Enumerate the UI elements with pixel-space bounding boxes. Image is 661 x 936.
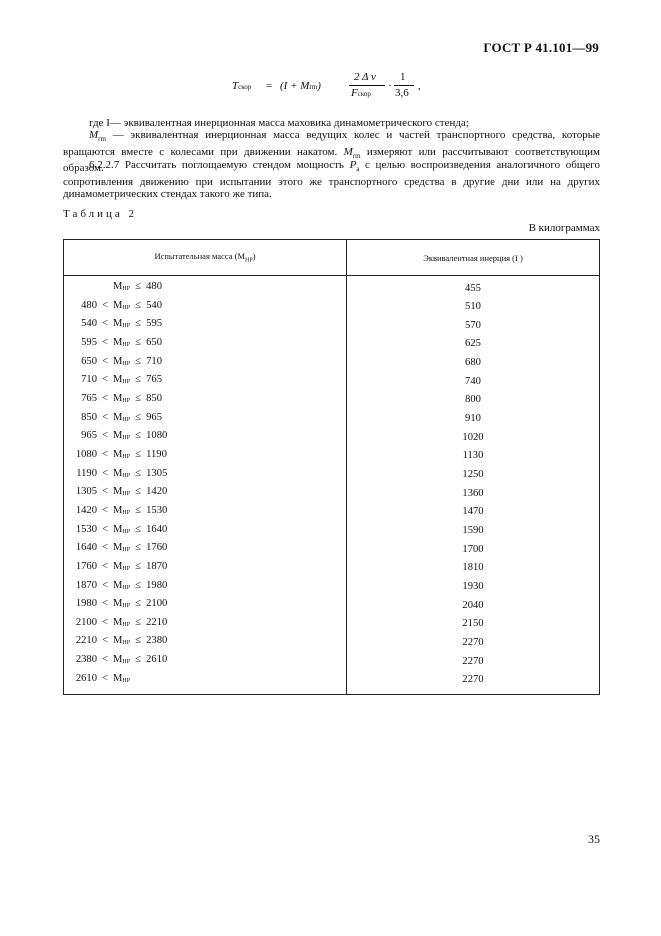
inertia-cell: 570 (465, 319, 481, 331)
formula-comma: , (418, 80, 421, 92)
range-upper-operator: ≤ (135, 318, 141, 330)
mass-variable: $М_{HP}$ (113, 523, 131, 535)
range-lower: 1080 (75, 448, 97, 460)
range-upper: 1760 (146, 542, 168, 554)
inertia-cell: 1930 (462, 581, 484, 592)
table-row (64, 633, 600, 652)
table-row (64, 354, 600, 373)
mass-variable: $М_{HP}$ (113, 504, 131, 516)
inertia-cell: 2270 (462, 674, 484, 686)
range-upper-operator: ≤ (135, 355, 141, 367)
range-upper-operator: ≤ (135, 486, 141, 498)
range-upper: 2210 (146, 616, 168, 628)
range-upper-operator: ≤ (135, 598, 141, 610)
range-upper-operator: ≤ (135, 448, 141, 460)
inertia-cell: 2150 (462, 618, 484, 630)
mass-range-cell (64, 428, 347, 447)
table-row (64, 298, 600, 317)
inertia-table (63, 239, 600, 695)
range-upper-operator: ≤ (135, 411, 141, 423)
mass-range-cell (64, 578, 347, 597)
range-upper: 2380 (146, 635, 168, 647)
range-lower-operator: < (102, 542, 108, 554)
range-lower-operator: < (102, 392, 108, 404)
range-upper: 2610 (146, 654, 168, 666)
mass-range-cell (64, 615, 347, 634)
table-row (64, 578, 600, 597)
range-lower: 1760 (75, 560, 97, 572)
table-row (64, 484, 600, 503)
mass-variable: $М_{HP}$ (113, 560, 131, 572)
table-row (64, 615, 600, 634)
definition-i: где I— эквивалентная инерционная масса маховика динамометрического стенда; (89, 117, 469, 129)
range-upper: 1305 (146, 467, 168, 479)
table-row (64, 428, 600, 447)
range-upper: 595 (146, 318, 162, 330)
range-upper-operator: ≤ (135, 654, 141, 666)
range-upper-operator: ≤ (135, 560, 141, 572)
range-lower: 2380 (75, 654, 97, 666)
formula-lhs: Tскор (232, 80, 252, 92)
range-lower-operator: < (102, 336, 108, 348)
range-lower-operator: < (102, 299, 108, 311)
table-caption: Таблица 2 (63, 208, 138, 220)
mass-range-cell (64, 633, 347, 652)
mass-variable: $М_{HP}$ (113, 299, 131, 311)
range-lower: 650 (81, 355, 97, 367)
inertia-cell: 740 (465, 375, 481, 387)
inertia-cell: 1250 (462, 469, 484, 481)
clause-6-2-2-7: 6.2.2.7 Рассчитать поглощаемую стендом мощность $P_a$ с целью воспроизведения аналогичного общего сопротивления движению при испытании этого же транспортного средства в другие дни или на других динамометрических стендах такого же типа. (63, 159, 600, 201)
mass-range-cell (64, 276, 347, 298)
range-upper: 1640 (146, 523, 168, 535)
mass-variable: $М_{HP}$ (113, 598, 131, 610)
range-lower: 1980 (75, 598, 97, 610)
range-lower-operator: < (102, 579, 108, 591)
range-upper-operator: ≤ (135, 616, 141, 628)
mass-range-cell (64, 410, 347, 429)
inertia-cell: 1810 (462, 562, 484, 574)
range-lower-operator: < (102, 616, 108, 628)
range-lower-operator: < (102, 635, 108, 647)
inertia-cell: 510 (465, 301, 481, 313)
mass-variable: $М_{HP}$ (113, 635, 131, 647)
range-lower: 595 (81, 336, 97, 348)
mass-range-cell (64, 391, 347, 410)
range-upper: 540 (146, 299, 162, 311)
range-upper-operator: ≤ (135, 281, 141, 292)
range-upper-operator: ≤ (135, 579, 141, 591)
range-lower-operator: < (102, 467, 108, 479)
inertia-cell: 1470 (462, 506, 484, 518)
table-body (64, 276, 600, 695)
range-lower: 1640 (75, 542, 97, 554)
table-row (64, 410, 600, 429)
mass-variable: $М_{HP}$ (113, 281, 131, 292)
range-upper-operator: ≤ (135, 635, 141, 647)
mass-range-cell (64, 372, 347, 391)
range-lower: 965 (81, 430, 97, 442)
range-upper-operator: ≤ (135, 504, 141, 516)
range-lower: 710 (81, 374, 97, 386)
inertia-cell: 1590 (462, 525, 484, 537)
mass-range-cell (64, 298, 347, 317)
range-upper-operator: ≤ (135, 542, 141, 554)
table-row (64, 391, 600, 410)
formula-numerator-2: 1 (400, 71, 406, 83)
range-lower-operator: < (102, 598, 108, 610)
mass-variable: $М_{HP}$ (113, 318, 131, 330)
range-upper: 765 (146, 374, 162, 386)
range-lower-operator: < (102, 355, 108, 367)
fraction-line-2 (394, 85, 414, 86)
table-row (64, 596, 600, 615)
range-lower: 1305 (75, 486, 97, 498)
mass-range-cell (64, 559, 347, 578)
formula-dot: · (388, 80, 392, 92)
table-row (64, 447, 600, 466)
range-upper: 710 (146, 355, 162, 367)
range-upper-operator: ≤ (135, 392, 141, 404)
range-upper: 965 (146, 411, 162, 423)
page-number: 35 (588, 832, 600, 846)
range-lower: 1420 (75, 504, 97, 516)
range-upper: 1980 (146, 579, 168, 591)
mass-range-cell (64, 522, 347, 541)
mass-variable: $М_{HP}$ (113, 448, 131, 460)
range-lower: 1870 (75, 579, 97, 591)
mass-range-cell (64, 540, 347, 559)
range-lower-operator: < (102, 504, 108, 516)
range-upper: 850 (146, 392, 162, 404)
mass-range-cell (64, 466, 347, 485)
range-lower-operator: < (102, 430, 108, 442)
range-upper: 650 (146, 336, 162, 348)
range-lower: 2610 (75, 672, 97, 684)
range-lower: 2210 (75, 635, 97, 647)
mass-variable: $М_{HP}$ (113, 542, 131, 554)
range-lower: 480 (81, 299, 97, 311)
range-upper: 1420 (146, 486, 168, 498)
range-lower-operator: < (102, 448, 108, 460)
range-upper: 1190 (146, 448, 167, 460)
table-row (64, 503, 600, 522)
column-header-inertia: Эквивалентная инерция (I ) (347, 240, 600, 276)
range-lower-operator: < (102, 411, 108, 423)
inertia-cell: 910 (465, 413, 481, 425)
mass-variable: $М_{HP}$ (113, 355, 131, 367)
mass-variable: $М_{HP}$ (113, 579, 131, 591)
range-lower-operator: < (102, 318, 108, 330)
table-units: В килограммах (528, 222, 600, 234)
table-row (64, 559, 600, 578)
mass-range-cell (64, 652, 347, 671)
range-upper-operator: ≤ (135, 374, 141, 386)
inertia-cell: 1360 (462, 487, 484, 499)
mass-range-cell (64, 354, 347, 373)
range-lower: 850 (81, 411, 97, 423)
formula-denominator-1: Fскор (351, 87, 371, 99)
inertia-cell: 1700 (462, 543, 484, 555)
mass-variable: $М_{HP}$ (113, 672, 131, 684)
mass-variable: $М_{HP}$ (113, 654, 131, 666)
mass-range-cell (64, 596, 347, 615)
mass-variable: $М_{HP}$ (113, 616, 131, 628)
range-lower: 765 (81, 392, 97, 404)
table-row (64, 466, 600, 485)
range-lower: 540 (81, 318, 97, 330)
range-lower: 1530 (75, 523, 97, 535)
inertia-cell: 455 (465, 282, 481, 294)
formula (232, 68, 472, 108)
formula-numerator-1: 2 Δ v (354, 71, 376, 83)
range-upper: 480 (146, 281, 162, 292)
mass-variable: $М_{HP}$ (113, 467, 131, 479)
mass-range-cell (64, 671, 347, 695)
mass-range-cell (64, 316, 347, 335)
range-lower: 2100 (75, 616, 97, 628)
inertia-cell: 1130 (462, 450, 484, 462)
range-upper-operator: ≤ (135, 467, 141, 479)
table-row (64, 540, 600, 559)
formula-bracket: (I + Mrm) (280, 80, 321, 92)
range-upper-operator: ≤ (135, 336, 141, 348)
mass-variable: $М_{HP}$ (113, 374, 131, 386)
inertia-cell: 1020 (462, 431, 484, 443)
mass-range-cell (64, 503, 347, 522)
formula-equals: = (266, 80, 273, 92)
range-upper: 2100 (146, 598, 168, 610)
range-lower-operator: < (102, 486, 108, 498)
table-row (64, 652, 600, 671)
range-upper-operator: ≤ (135, 523, 141, 535)
mass-range-cell (64, 447, 347, 466)
mass-variable: $М_{HP}$ (113, 430, 131, 442)
range-lower-operator: < (102, 374, 108, 386)
inertia-cell: 800 (465, 394, 481, 406)
range-lower-operator: < (102, 654, 108, 666)
range-lower-operator: < (102, 560, 108, 572)
inertia-cell: 2040 (462, 599, 484, 611)
inertia-cell: 625 (465, 338, 481, 350)
inertia-cell: 2270 (462, 636, 484, 648)
mass-variable: $М_{HP}$ (113, 486, 131, 498)
range-upper: 1870 (146, 560, 168, 572)
column-header-mass: Испытательная масса $(М_{HP})$ (64, 240, 347, 276)
fraction-line-1 (349, 85, 385, 86)
inertia-cell: 2270 (462, 655, 484, 667)
table-row (64, 671, 600, 695)
formula-denominator-2: 3,6 (395, 87, 409, 99)
range-upper-operator: ≤ (135, 430, 141, 442)
definition-mrm: $M_{rm}$ — эквивалентная инерционная масса ведущих колес и частей транспортного средства, которые вращаются вместе с колесами при движении накатом. $M_{rm}$ измеряют или рассчитывают соответствующим образом. (63, 129, 600, 175)
range-upper: 1530 (146, 504, 168, 516)
mass-variable: $М_{HP}$ (113, 392, 131, 404)
table-row (64, 276, 600, 298)
range-lower: 1190 (76, 467, 97, 479)
inertia-cell: 680 (465, 357, 481, 369)
range-upper: 1080 (146, 430, 168, 442)
range-lower-operator: < (102, 672, 108, 684)
document-code: ГОСТ Р 41.101—99 (483, 40, 599, 55)
range-lower-operator: < (102, 523, 108, 535)
mass-variable: $М_{HP}$ (113, 411, 131, 423)
table-row (64, 372, 600, 391)
table-row (64, 335, 600, 354)
mass-variable: $М_{HP}$ (113, 336, 131, 348)
mass-range-cell (64, 335, 347, 354)
table-row (64, 316, 600, 335)
mass-range-cell (64, 484, 347, 503)
table-row (64, 522, 600, 541)
table-header-row (64, 240, 600, 276)
range-upper-operator: ≤ (135, 299, 141, 311)
